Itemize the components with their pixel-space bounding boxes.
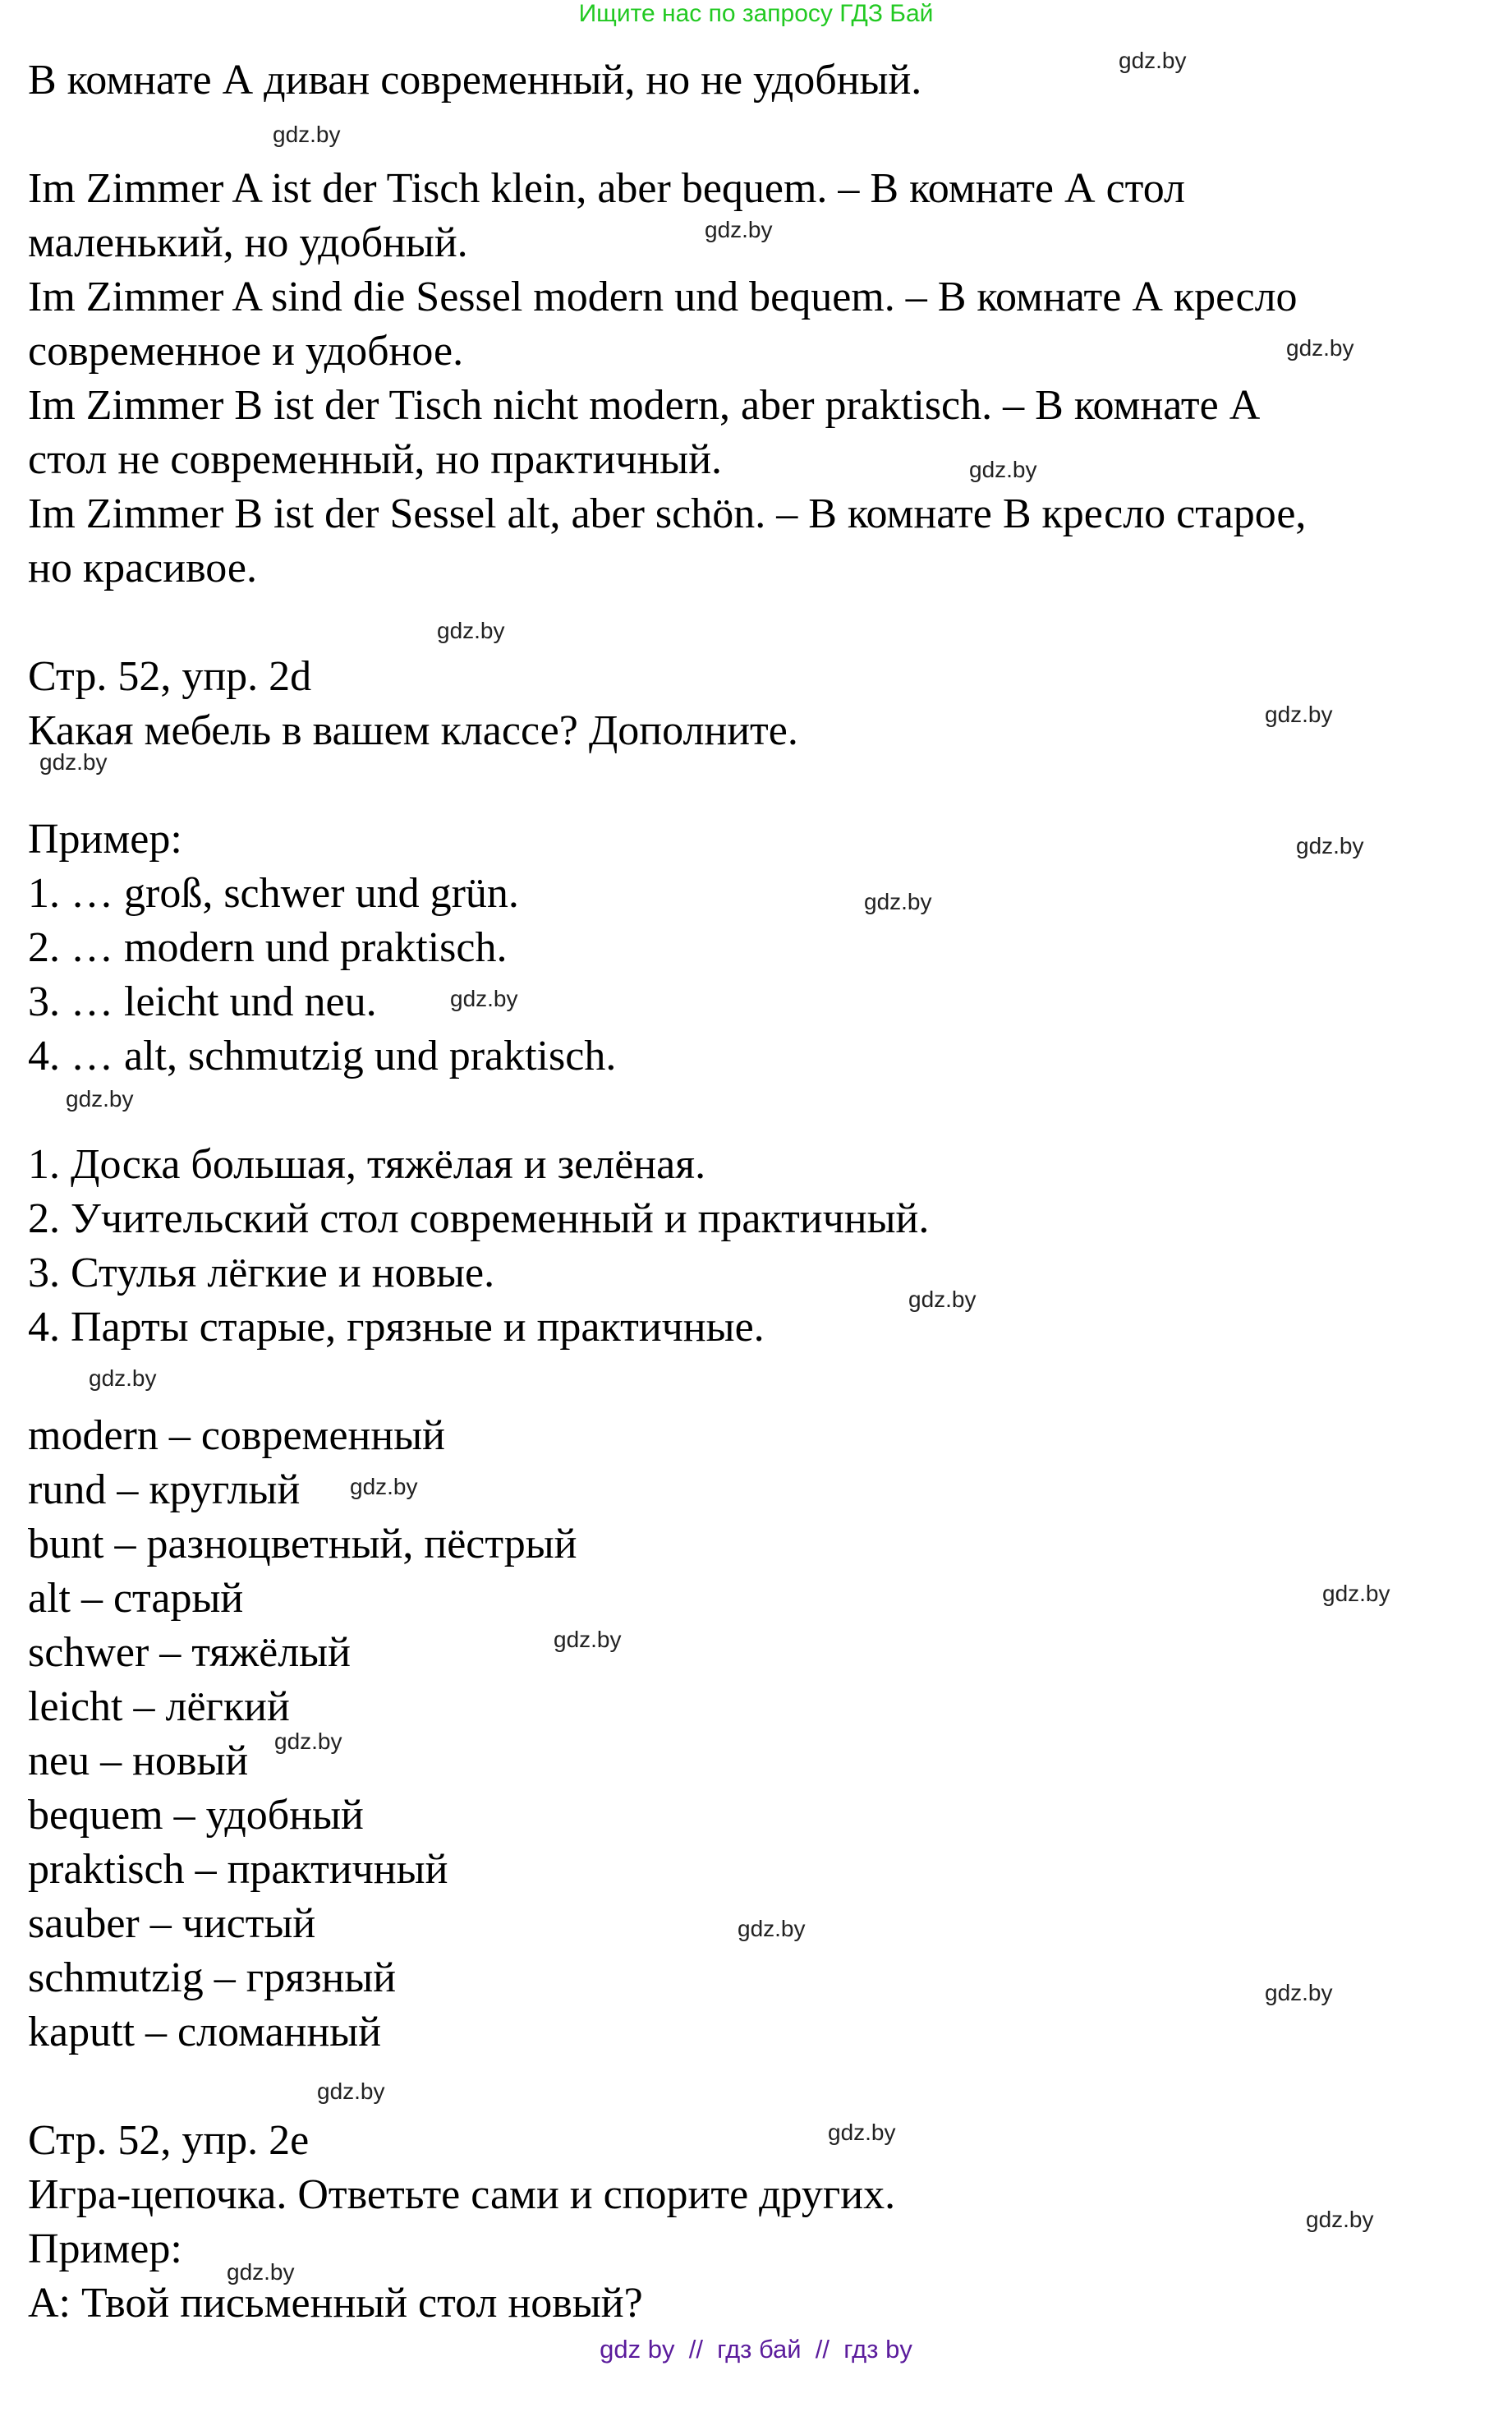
watermark: gdz.by <box>864 889 932 914</box>
text-line: Пример: <box>28 816 182 863</box>
vocab-line: rund – круглый <box>28 1466 301 1513</box>
watermark: gdz.by <box>317 2078 385 2104</box>
text-line: Пример: <box>28 2226 182 2272</box>
watermark: gdz.by <box>554 1627 622 1652</box>
vocab-line: schmutzig – грязный <box>28 1954 397 2001</box>
vocab-line: neu – новый <box>28 1738 249 1784</box>
vocab-line: kaputt – сломанный <box>28 2009 382 2055</box>
watermark: gdz.by <box>1306 2207 1374 2232</box>
vocab-line: sauber – чистый <box>28 1900 316 1947</box>
vocab-line: bunt – разноцветный, пёстрый <box>28 1521 577 1567</box>
text-line: маленький, но удобный. <box>28 219 468 266</box>
text-line: 1. … groß, schwer und grün. <box>28 870 519 917</box>
watermark: gdz.by <box>1322 1581 1390 1606</box>
vocab-line: leicht – лёгкий <box>28 1683 290 1730</box>
watermark: gdz.by <box>227 2259 295 2285</box>
text-line: 2. Учительский стол современный и практичный. <box>28 1195 930 1242</box>
search-banner: Ищите нас по запросу ГДЗ Бай <box>578 0 934 27</box>
vocab-line: bequem – удобный <box>28 1792 364 1839</box>
watermark: gdz.by <box>1265 1980 1333 2005</box>
text-line: 3. Стулья лёгкие и новые. <box>28 1250 495 1296</box>
footer-links: gdz by // гдз бай // гдз by <box>600 2335 912 2364</box>
watermark: gdz.by <box>969 457 1037 482</box>
text-line: Im Zimmer B ist der Sessel alt, aber schön. – В комнате В кресло старое, <box>28 490 1307 537</box>
text-line: 1. Доска большая, тяжёлая и зелёная. <box>28 1141 706 1188</box>
text-line: Какая мебель в вашем классе? Дополните. <box>28 707 798 754</box>
text-line: В комнате А диван современный, но не удобный. <box>28 57 922 104</box>
watermark: gdz.by <box>350 1474 418 1499</box>
text-line: Im Zimmer A ist der Tisch klein, aber bequem. – В комнате А стол <box>28 165 1185 212</box>
watermark: gdz.by <box>1286 335 1354 361</box>
watermark: gdz.by <box>1265 702 1333 727</box>
vocab-line: alt – старый <box>28 1575 244 1622</box>
text-line: Im Zimmer B ist der Tisch nicht modern, aber praktisch. – В комнате А <box>28 382 1261 429</box>
text-line: 4. … alt, schmutzig und praktisch. <box>28 1033 617 1079</box>
watermark: gdz.by <box>738 1916 806 1941</box>
text-line: 2. … modern und praktisch. <box>28 924 508 971</box>
vocab-line: praktisch – практичный <box>28 1846 448 1893</box>
vocab-line: modern – современный <box>28 1412 445 1459</box>
watermark: gdz.by <box>908 1287 977 1312</box>
text-line: Игра-цепочка. Ответьте сами и спорите других. <box>28 2171 896 2218</box>
text-line: 4. Парты старые, грязные и практичные. <box>28 1304 765 1351</box>
text-line: A: Твой письменный стол новый? <box>28 2280 643 2327</box>
text-line: но красивое. <box>28 545 257 591</box>
watermark: gdz.by <box>450 986 518 1011</box>
watermark: gdz.by <box>39 749 108 775</box>
watermark: gdz.by <box>66 1086 134 1112</box>
text-line: 3. … leicht und neu. <box>28 978 377 1025</box>
watermark: gdz.by <box>274 1728 342 1754</box>
section-heading: Стр. 52, упр. 2d <box>28 653 312 700</box>
watermark: gdz.by <box>1119 48 1187 73</box>
watermark: gdz.by <box>828 2120 896 2145</box>
watermark: gdz.by <box>89 1365 157 1391</box>
vocab-line: schwer – тяжёлый <box>28 1629 351 1676</box>
watermark: gdz.by <box>437 618 505 643</box>
watermark: gdz.by <box>705 217 773 242</box>
watermark: gdz.by <box>273 122 341 147</box>
text-line: стол не современный, но практичный. <box>28 436 723 483</box>
watermark: gdz.by <box>1296 833 1364 858</box>
text-line: современное и удобное. <box>28 328 464 375</box>
text-line: Im Zimmer A sind die Sessel modern und bequem. – В комнате А кресло <box>28 274 1298 320</box>
section-heading: Стр. 52, упр. 2e <box>28 2117 310 2164</box>
